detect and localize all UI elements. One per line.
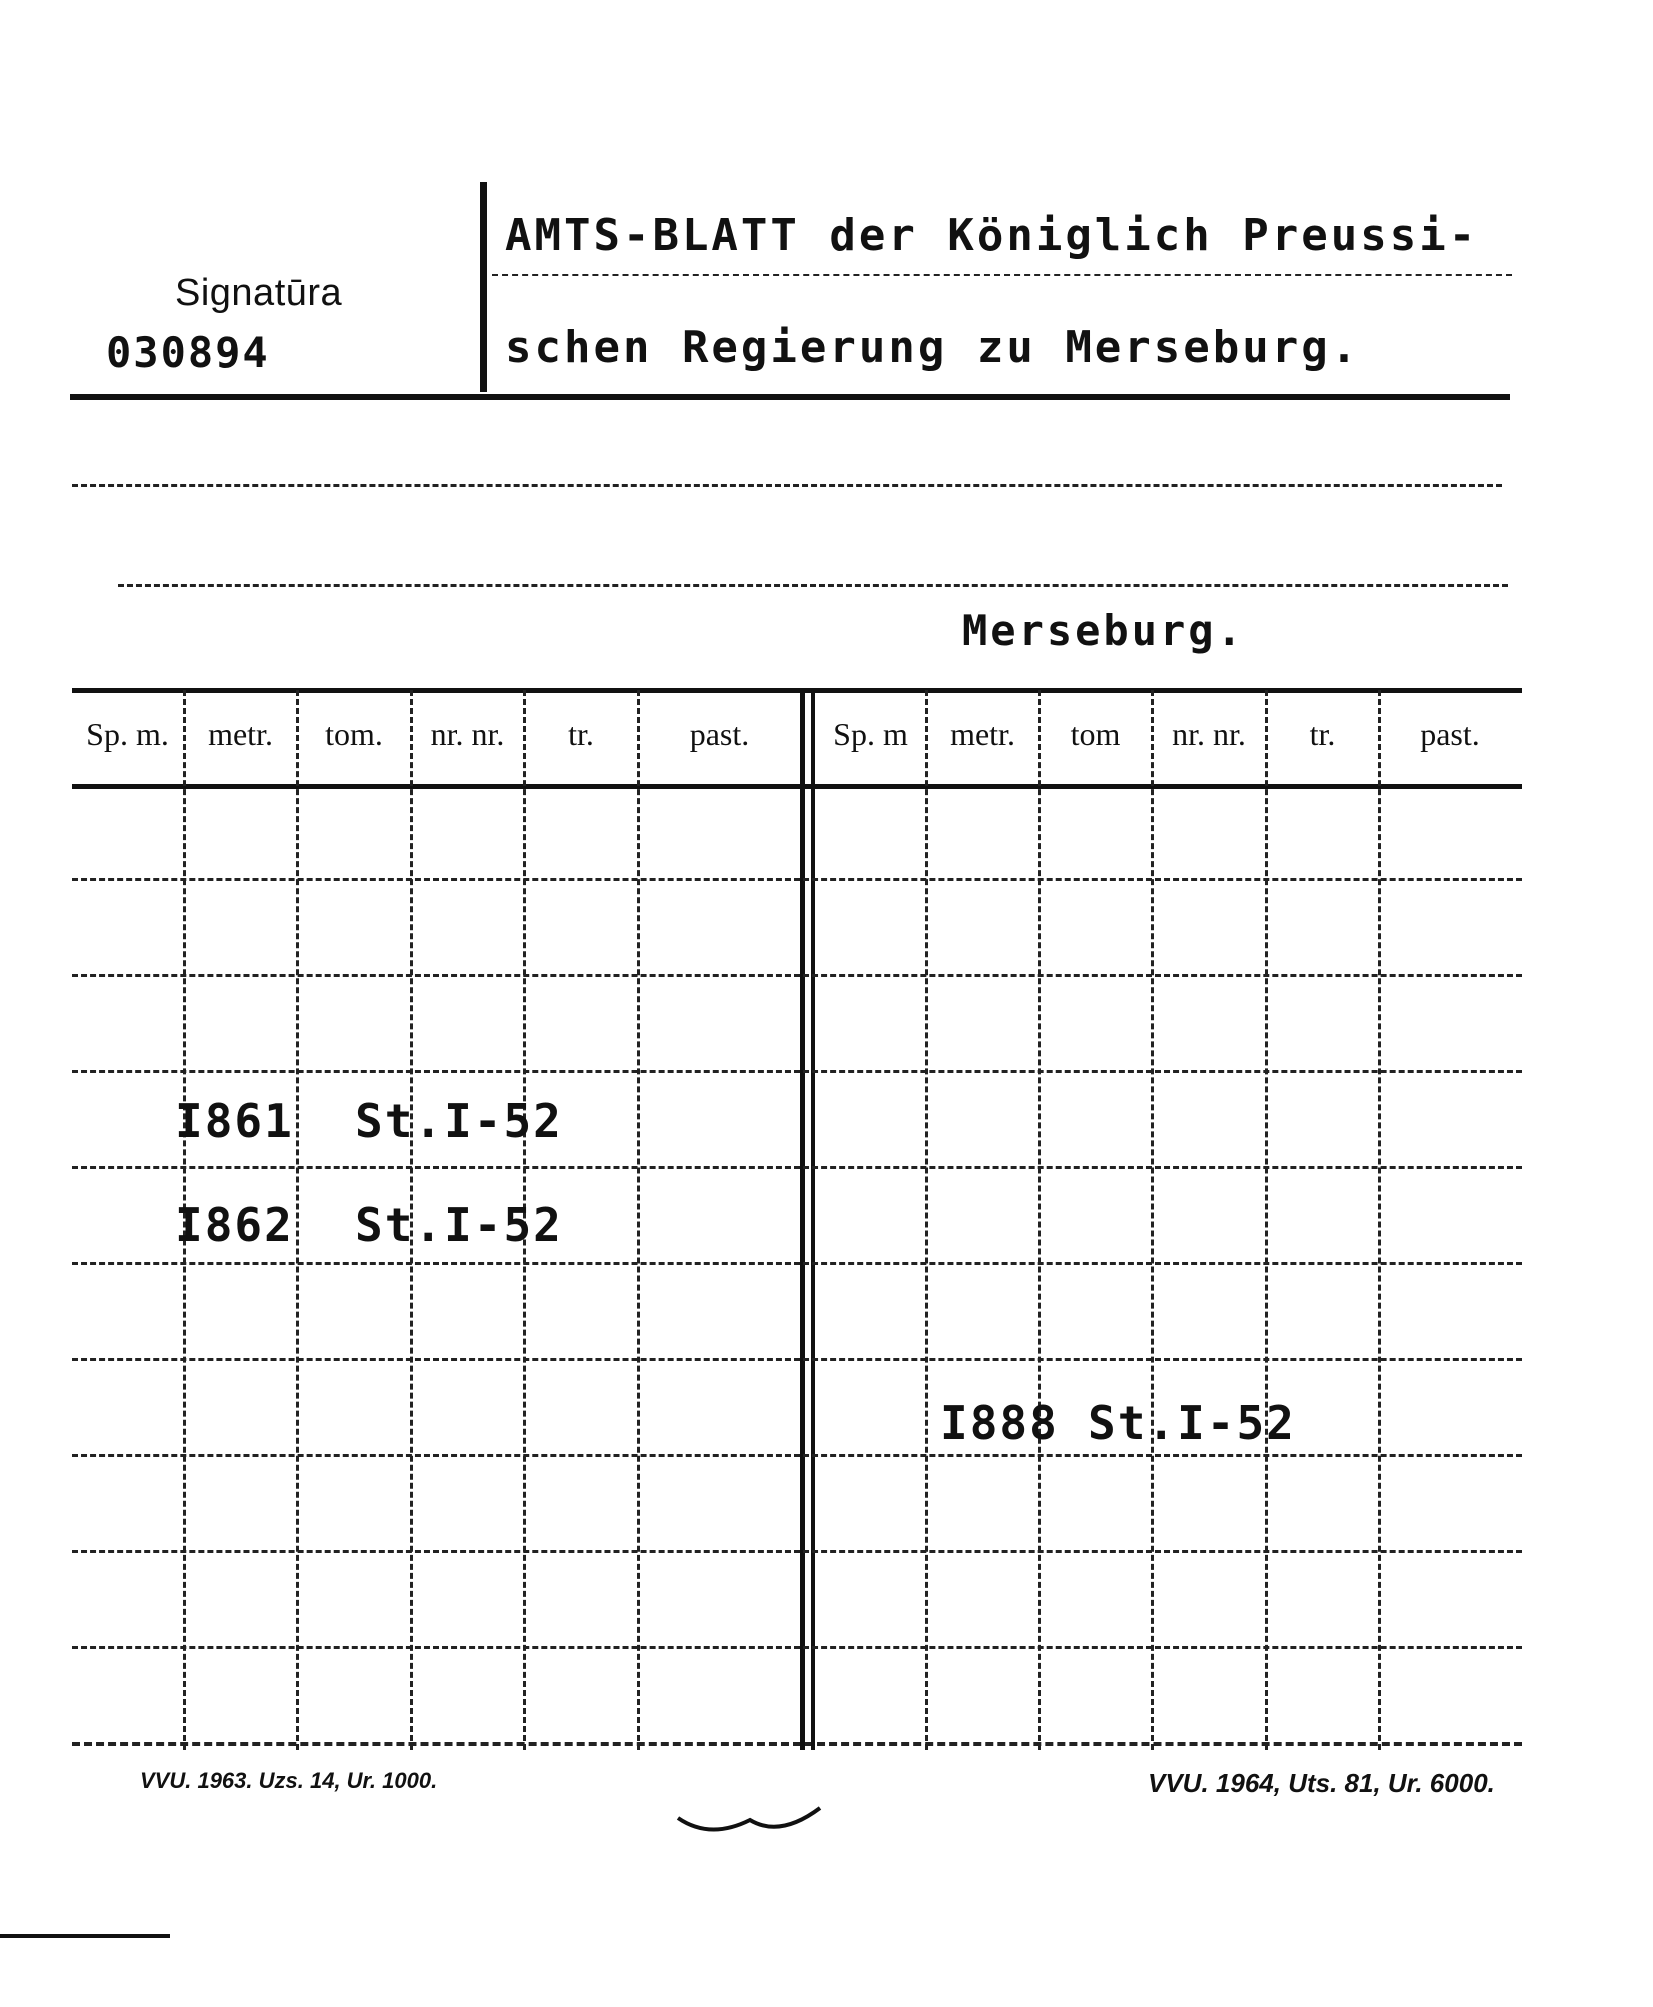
entry-reference: St.I-52 [355,1094,563,1148]
title-underline [492,274,1512,276]
place-name: Merseburg. [962,606,1245,655]
column-line [1151,690,1154,1750]
column-line [925,690,928,1750]
column-header-metr: metr. [208,716,273,752]
row-line [72,974,1522,977]
title-line-1: AMTS-BLATT der Königlich Preussi- [505,210,1479,261]
footnote-right: VVU. 1964, Uts. 81, Ur. 6000. [1148,1768,1495,1798]
row-line [72,1166,1522,1169]
table-bottom-rule [72,1742,1522,1746]
header-divider [480,182,487,392]
row-line [72,1646,1522,1649]
entry-reference: St.I-52 [1088,1396,1296,1450]
column-line [1038,690,1041,1750]
table-center-divider [811,690,815,1750]
row-line [72,1454,1522,1457]
row-line [72,1070,1522,1073]
entry-year: I888 [940,1396,1059,1450]
table-center-divider [800,690,805,1750]
column-header-tom: tom [1070,716,1121,752]
table-header-rule [72,784,1522,789]
squiggle-mark [670,1790,830,1850]
footnote-left: VVU. 1963. Uzs. 14, Ur. 1000. [140,1768,438,1793]
column-line [296,690,299,1750]
column-header-tom: tom. [325,716,383,752]
signature-label: Signatūra [175,272,343,314]
column-line [637,690,640,1750]
blank-line [118,584,1508,587]
row-line [72,1358,1522,1361]
column-header-sp-m: Sp. m [833,716,908,752]
entry-year: I862 [175,1198,294,1252]
column-header-metr: metr. [950,716,1015,752]
column-header-past: past. [689,716,750,752]
title-line-2: schen Regierung zu Merseburg. [505,322,1361,373]
entry-reference: St.I-52 [355,1198,563,1252]
column-header-tr: tr. [1309,716,1336,752]
squiggle-path [678,1808,820,1830]
header-bottom-rule [70,394,1510,400]
column-header-nr-nr: nr. nr. [430,716,505,752]
column-header-tr: tr. [568,716,594,752]
column-line [1378,690,1381,1750]
table-top-rule [72,688,1522,693]
column-header-sp-m: Sp. m. [86,716,169,752]
blank-line [72,484,1502,487]
row-line [72,1550,1522,1553]
page-edge-rule [0,1934,170,1938]
column-header-past: past. [1420,716,1480,752]
column-line [1265,690,1268,1750]
entry-year: I861 [175,1094,294,1148]
row-line [72,878,1522,881]
signature-number: 030894 [106,328,270,377]
column-header-nr-nr: nr. nr. [1172,716,1246,752]
row-line [72,1262,1522,1265]
